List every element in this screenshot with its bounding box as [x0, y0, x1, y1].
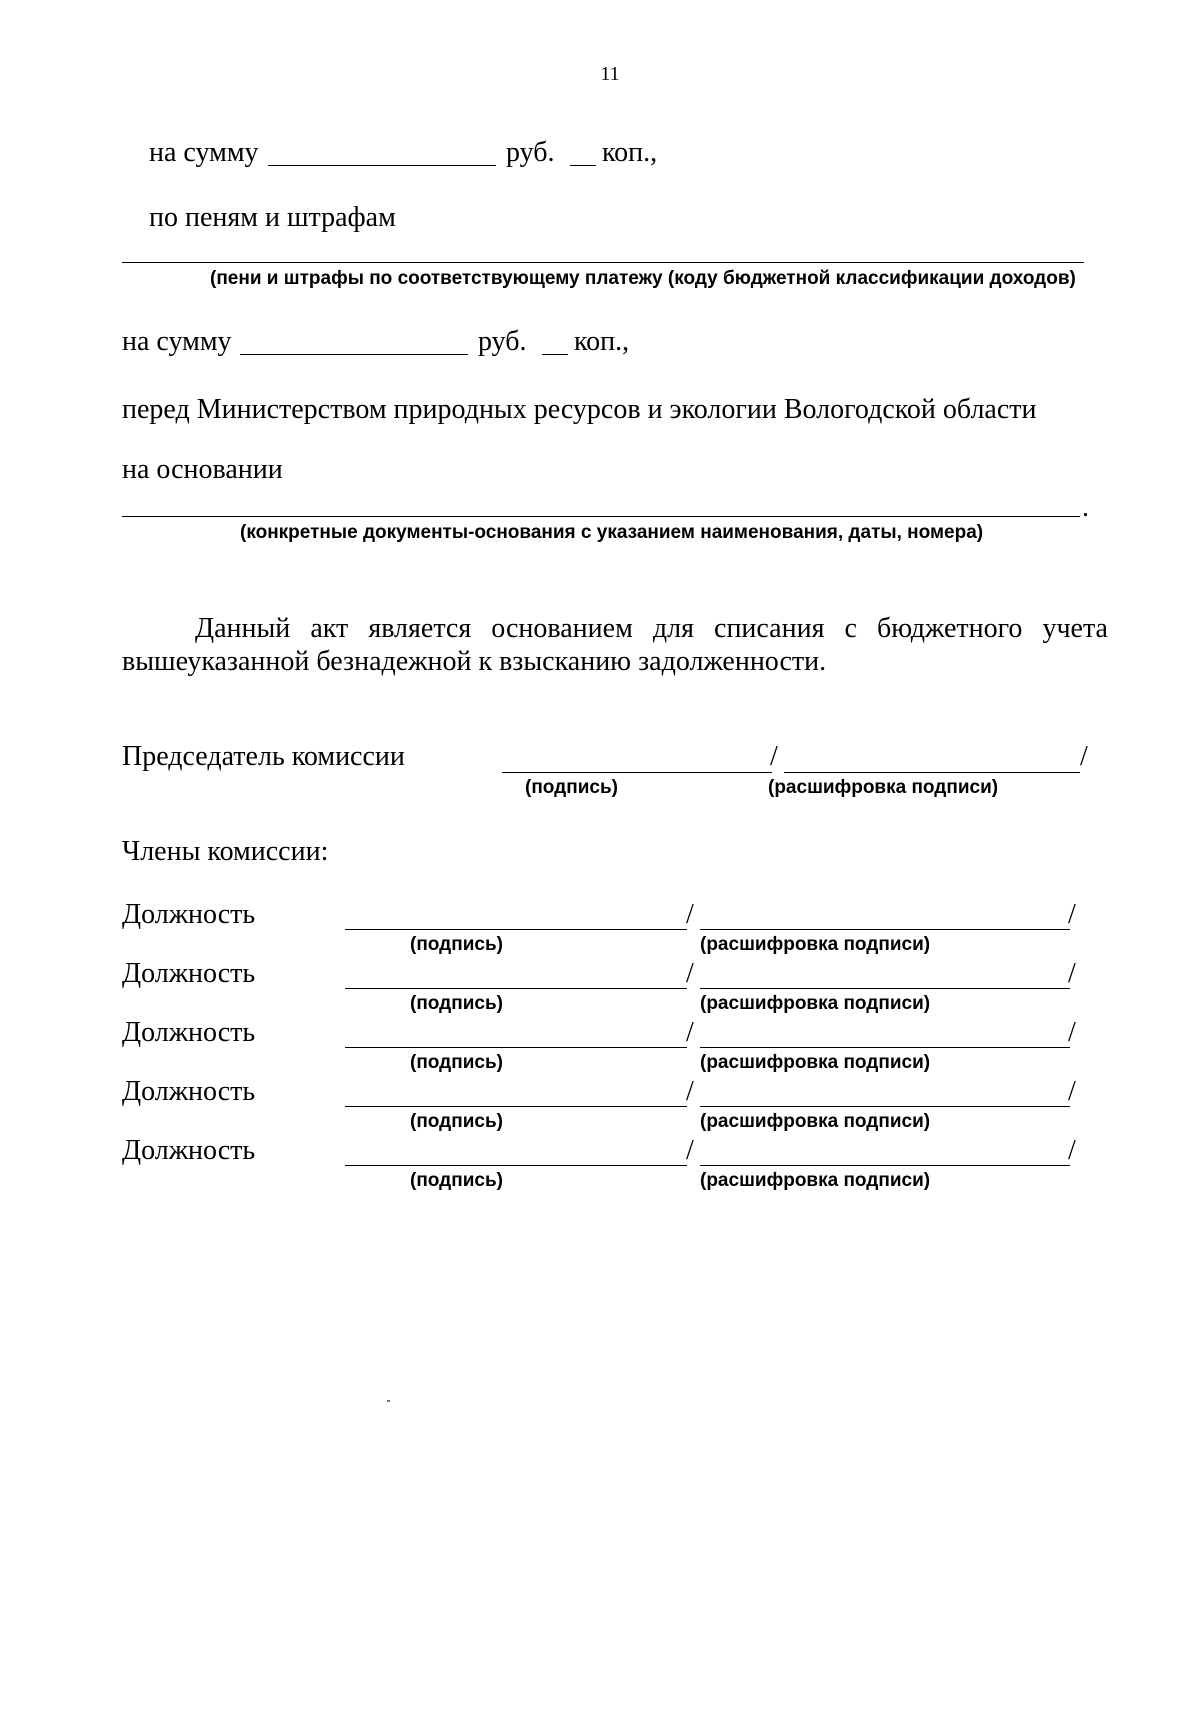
- members-label: Члены комиссии:: [122, 836, 329, 867]
- member-position: Должность: [122, 958, 256, 989]
- member-slash: /: [1068, 899, 1076, 930]
- page-number: 11: [600, 63, 620, 85]
- member-position: Должность: [122, 1076, 256, 1107]
- amount-label-2: на сумму: [122, 326, 232, 357]
- creditor-text: перед Министерством природных ресурсов и экологии Вологодской области: [122, 394, 1037, 425]
- basis-label: на основании: [122, 454, 283, 485]
- rub-label-2: руб.: [478, 326, 527, 357]
- member-signature-field[interactable]: [345, 929, 687, 930]
- member-slash: /: [1068, 958, 1076, 989]
- member-decoding-caption: (расшифровка подписи): [700, 993, 931, 1014]
- member-signature-field[interactable]: [345, 1106, 687, 1107]
- scan-speck: [387, 1400, 390, 1402]
- member-slash: /: [686, 1076, 694, 1107]
- member-signature-field[interactable]: [345, 1047, 687, 1048]
- chairman-decoding-caption: (расшифровка подписи): [768, 777, 999, 798]
- basis-caption: (конкретные документы-основания с указанием наименования, даты, номера): [240, 522, 984, 543]
- chairman-slash-2: /: [1080, 741, 1088, 772]
- amount-kop-field-1[interactable]: [570, 165, 596, 166]
- member-decoding-field[interactable]: [700, 988, 1070, 989]
- member-signature-caption: (подпись): [410, 1111, 503, 1132]
- member-decoding-field[interactable]: [700, 1165, 1070, 1166]
- member-decoding-caption: (расшифровка подписи): [700, 1052, 931, 1073]
- member-signature-field[interactable]: [345, 1165, 687, 1166]
- amount-rub-field-1[interactable]: [268, 165, 496, 166]
- amount-kop-field-2[interactable]: [542, 354, 568, 355]
- member-decoding-field[interactable]: [700, 1047, 1070, 1048]
- member-decoding-caption: (расшифровка подписи): [700, 934, 931, 955]
- member-position: Должность: [122, 1135, 256, 1166]
- member-decoding-field[interactable]: [700, 1106, 1070, 1107]
- act-text-line-1: Данный акт является основанием для списания с бюджетного учета: [195, 613, 1108, 644]
- member-slash: /: [1068, 1076, 1076, 1107]
- chairman-signature-field[interactable]: [502, 772, 772, 773]
- member-slash: /: [686, 958, 694, 989]
- member-decoding-field[interactable]: [700, 929, 1070, 930]
- kop-label-2: коп.,: [574, 326, 630, 357]
- member-decoding-caption: (расшифровка подписи): [700, 1111, 931, 1132]
- member-decoding-caption: (расшифровка подписи): [700, 1170, 931, 1191]
- kop-label-1: коп.,: [602, 137, 658, 168]
- penalties-field[interactable]: [122, 262, 1084, 263]
- member-signature-field[interactable]: [345, 988, 687, 989]
- chairman-decoding-field[interactable]: [784, 772, 1080, 773]
- penalties-caption: (пени и штрафы по соответствующему платежу (коду бюджетной классификации доходов): [210, 268, 1076, 289]
- basis-end-dot: .: [1082, 492, 1089, 523]
- chairman-label: Председатель комиссии: [122, 741, 405, 772]
- member-position: Должность: [122, 899, 256, 930]
- penalties-label: по пеням и штрафам: [149, 202, 396, 233]
- member-signature-caption: (подпись): [410, 934, 503, 955]
- member-signature-caption: (подпись): [410, 1052, 503, 1073]
- rub-label-1: руб.: [506, 137, 555, 168]
- amount-label-1: на сумму: [149, 137, 259, 168]
- chairman-signature-caption: (подпись): [525, 777, 618, 798]
- member-slash: /: [1068, 1017, 1076, 1048]
- member-signature-caption: (подпись): [410, 1170, 503, 1191]
- member-slash: /: [686, 1135, 694, 1166]
- member-signature-caption: (подпись): [410, 993, 503, 1014]
- member-slash: /: [686, 899, 694, 930]
- amount-rub-field-2[interactable]: [240, 354, 468, 355]
- act-text-line-2: вышеуказанной безнадежной к взысканию задолженности.: [122, 646, 827, 677]
- member-position: Должность: [122, 1017, 256, 1048]
- member-slash: /: [1068, 1135, 1076, 1166]
- member-slash: /: [686, 1017, 694, 1048]
- basis-field[interactable]: [122, 516, 1080, 517]
- chairman-slash-1: /: [770, 741, 778, 772]
